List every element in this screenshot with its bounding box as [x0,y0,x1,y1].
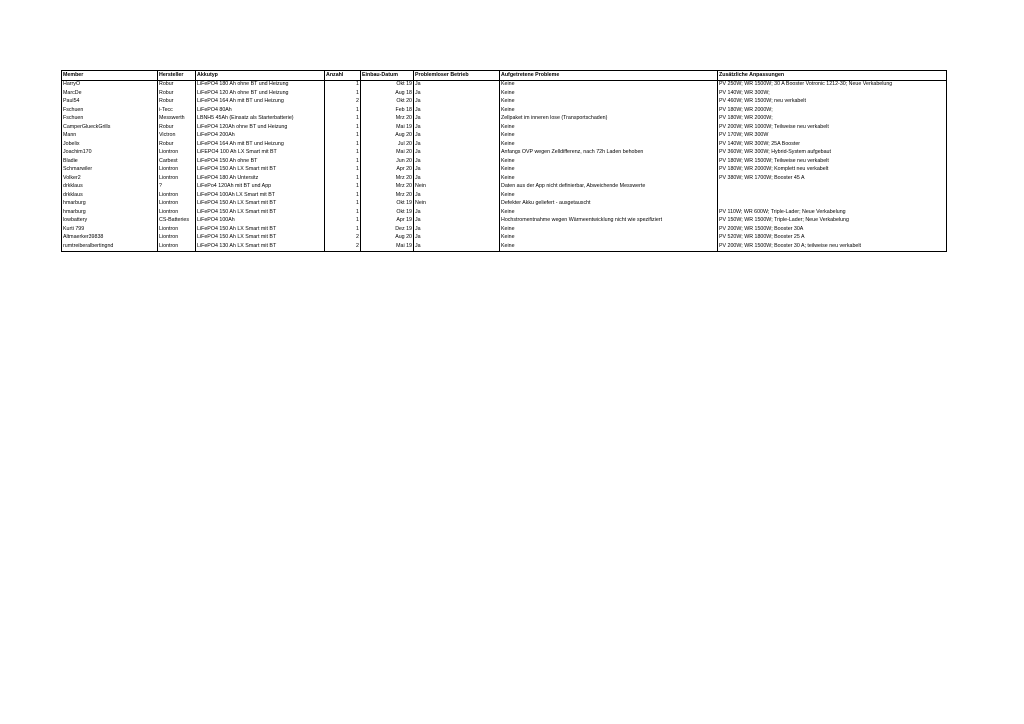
cell-akkutyp: LiFePO4 100Ah [196,217,325,226]
cell-aufgetretene-probleme: Defekter Akku geliefert - ausgetauscht [500,200,718,209]
cell-problemloser-betrieb: Ja [414,89,500,98]
cell-akkutyp: LiFePO4 100Ah LX Smart mit BT [196,191,325,200]
cell-hersteller: Victron [158,132,196,141]
cell-anpassungen [718,200,947,209]
cell-hersteller: Liontron [158,234,196,243]
cell-member: Jobelix [62,140,158,149]
cell-problemloser-betrieb: Ja [414,132,500,141]
cell-anzahl: 1 [325,157,361,166]
cell-anzahl: 1 [325,200,361,209]
cell-anpassungen: PV 360W; WR 300W; Hybrid-System aufgebaut [718,149,947,158]
cell-anpassungen: PV 520W; WR 1800W; Booster 25 A [718,234,947,243]
cell-member: Schmarwiler [62,166,158,175]
table-row [62,217,947,226]
cell-hersteller: Robur [158,89,196,98]
cell-aufgetretene-probleme: Keine [500,98,718,107]
cell-hersteller: Liontron [158,242,196,251]
cell-hersteller: Messwerth [158,115,196,124]
cell-anpassungen: PV 250W; WR 1500W; 30 A Booster Votronic 1212-30; Neue Verkabelung [718,80,947,89]
cell-member: hmarburg [62,208,158,217]
cell-problemloser-betrieb: Ja [414,234,500,243]
cell-member: hmarburg [62,200,158,209]
cell-einbau-datum: Aug 18 [361,89,414,98]
cell-anzahl: 2 [325,242,361,251]
cell-problemloser-betrieb: Nein [414,200,500,209]
cell-aufgetretene-probleme: Keine [500,166,718,175]
cell-anzahl: 1 [325,123,361,132]
cell-aufgetretene-probleme: Keine [500,80,718,89]
cell-member: Joachim170 [62,149,158,158]
cell-member: Bladie [62,157,158,166]
cell-anzahl: 1 [325,149,361,158]
cell-akkutyp: LiFePO4 200Ah [196,132,325,141]
cell-akkutyp: LiFePO4 80Ah [196,106,325,115]
cell-einbau-datum: Mrz 20 [361,115,414,124]
cell-anzahl: 1 [325,115,361,124]
table-row [62,106,947,115]
cell-problemloser-betrieb: Ja [414,106,500,115]
cell-anzahl: 1 [325,191,361,200]
cell-einbau-datum: Okt 20 [361,98,414,107]
cell-problemloser-betrieb: Ja [414,166,500,175]
cell-akkutyp: LiFePO4 120Ah ohne BT und Heizung [196,123,325,132]
cell-akkutyp: LiFePO4 150 Ah LX Smart mit BT [196,234,325,243]
cell-anpassungen [718,191,947,200]
cell-anpassungen: PV 170W; WR 300W [718,132,947,141]
cell-akkutyp: LiFePO4 150 Ah LX Smart mit BT [196,200,325,209]
cell-anzahl: 1 [325,89,361,98]
cell-einbau-datum: Jul 20 [361,140,414,149]
cell-aufgetretene-probleme: Keine [500,123,718,132]
cell-aufgetretene-probleme: Daten aus der App nicht definierbar, Abweichende Messwerte [500,183,718,192]
table-row [62,149,947,158]
cell-problemloser-betrieb: Ja [414,242,500,251]
col-header-anzahl: Anzahl [325,71,361,81]
cell-member: Altmaerker39838 [62,234,158,243]
cell-member: MarcDe [62,89,158,98]
cell-hersteller: Robur [158,123,196,132]
data-table [61,70,947,252]
cell-aufgetretene-probleme: Keine [500,140,718,149]
cell-member: Volker2 [62,174,158,183]
table-row [62,208,947,217]
cell-problemloser-betrieb: Ja [414,98,500,107]
cell-problemloser-betrieb: Ja [414,123,500,132]
cell-einbau-datum: Jun 20 [361,157,414,166]
table-row [62,123,947,132]
cell-hersteller: Robur [158,80,196,89]
cell-einbau-datum: Mai 20 [361,149,414,158]
cell-akkutyp: LiFePo4 120Ah mit BT und App [196,183,325,192]
cell-anpassungen: PV 200W; WR 1500W; Booster 30 A; teilweise neu verkabelt [718,242,947,251]
cell-problemloser-betrieb: Ja [414,80,500,89]
cell-einbau-datum: Aug 20 [361,132,414,141]
cell-anzahl: 1 [325,208,361,217]
cell-aufgetretene-probleme: Anfangs OVP wegen Zelldifferenz, nach 72h Laden behoben [500,149,718,158]
cell-anzahl: 2 [325,234,361,243]
cell-problemloser-betrieb: Ja [414,115,500,124]
cell-anpassungen: PV 460W; WR 1500W; neu verkabelt [718,98,947,107]
col-header-einbau-datum: Einbau-Datum [361,71,414,81]
table-row [62,200,947,209]
cell-anpassungen: PV 150W; WR 1500W; Triple-Lader; Neue Verkabelung [718,217,947,226]
cell-anpassungen: PV 110W; WR 600W; Triple-Lader; Neue Verkabelung [718,208,947,217]
cell-anzahl: 1 [325,106,361,115]
cell-member: HarryO [62,80,158,89]
cell-hersteller: Liontron [158,166,196,175]
col-header-member: Member [62,71,158,81]
cell-aufgetretene-probleme: Keine [500,242,718,251]
col-header-problemloser-betrieb: Problemloser Betrieb [414,71,500,81]
cell-akkutyp: LiFePO4 164 Ah mit BT und Heizung [196,140,325,149]
cell-hersteller: i-Tecc [158,106,196,115]
cell-member: Fschuen [62,115,158,124]
col-header-anpassungen: Zusätzliche Anpassungen [718,71,947,81]
cell-member: Fschuen [62,106,158,115]
cell-hersteller: Liontron [158,174,196,183]
cell-hersteller: Robur [158,98,196,107]
cell-member: lowbattery [62,217,158,226]
col-header-aufgetretene-probleme: Aufgetretene Probleme [500,71,718,81]
cell-aufgetretene-probleme: Keine [500,157,718,166]
cell-anzahl: 1 [325,217,361,226]
cell-einbau-datum: Okt 19 [361,80,414,89]
table-row [62,225,947,234]
cell-anpassungen: PV 140W; WR 300W; 25A Booster [718,140,947,149]
cell-problemloser-betrieb: Ja [414,208,500,217]
table-row [62,132,947,141]
cell-anpassungen [718,183,947,192]
cell-einbau-datum: Dez 19 [361,225,414,234]
cell-hersteller: Carbest [158,157,196,166]
table-row [62,140,947,149]
table-row [62,157,947,166]
table-row [62,98,947,107]
table-row [62,89,947,98]
cell-member: drkklaus [62,183,158,192]
cell-hersteller: CS-Batteries [158,217,196,226]
cell-member: CamperGlueckGrills [62,123,158,132]
table-row [62,242,947,251]
cell-aufgetretene-probleme: Keine [500,89,718,98]
cell-member: Paul54 [62,98,158,107]
cell-anpassungen: PV 140W; WR 300W; [718,89,947,98]
cell-problemloser-betrieb: Ja [414,217,500,226]
cell-einbau-datum: Okt 19 [361,208,414,217]
cell-anzahl: 2 [325,98,361,107]
cell-problemloser-betrieb: Ja [414,174,500,183]
cell-anzahl: 1 [325,132,361,141]
col-header-hersteller: Hersteller [158,71,196,81]
cell-akkutyp: LiFePO4 150 Ah LX Smart mit BT [196,225,325,234]
cell-hersteller: Liontron [158,149,196,158]
cell-anzahl: 1 [325,174,361,183]
cell-problemloser-betrieb: Nein [414,183,500,192]
cell-akkutyp: LiFePO4 150 Ah LX Smart mit BT [196,208,325,217]
cell-hersteller: Liontron [158,208,196,217]
col-header-akkutyp: Akkutyp [196,71,325,81]
header-row [62,71,947,81]
cell-member: Kurti 799 [62,225,158,234]
cell-akkutyp: LiFePO4 150 Ah ohne BT [196,157,325,166]
table-row [62,166,947,175]
cell-anpassungen: PV 200W; WR 1500W; Booster 30A [718,225,947,234]
table-row [62,191,947,200]
table-row [62,80,947,89]
cell-aufgetretene-probleme: Keine [500,132,718,141]
cell-einbau-datum: Feb 18 [361,106,414,115]
cell-einbau-datum: Mai 19 [361,123,414,132]
table-row [62,174,947,183]
cell-akkutyp: LBNH5 45Ah (Einsatz als Starterbatterie) [196,115,325,124]
cell-akkutyp: LiFePO4 164 Ah mit BT und Heizung [196,98,325,107]
cell-anpassungen: PV 180W; WR 2000W; Komplett neu verkabelt [718,166,947,175]
cell-einbau-datum: Mrz 20 [361,183,414,192]
cell-problemloser-betrieb: Ja [414,225,500,234]
cell-hersteller: Liontron [158,191,196,200]
cell-member: rumtreiberalbertingnd [62,242,158,251]
cell-anzahl: 1 [325,80,361,89]
cell-akkutyp: LiFePO4 150 Ah LX Smart mit BT [196,166,325,175]
cell-anpassungen: PV 200W; WR 1000W; Teilweise neu verkabelt [718,123,947,132]
cell-aufgetretene-probleme: Zellpaket im inneren lose (Transportschaden) [500,115,718,124]
cell-aufgetretene-probleme: Keine [500,191,718,200]
cell-hersteller: Robur [158,140,196,149]
table-row [62,115,947,124]
cell-einbau-datum: Apr 19 [361,217,414,226]
table-row [62,234,947,243]
cell-member: drkklaus [62,191,158,200]
cell-akkutyp: LiFePO4 180 Ah ohne BT und Heizung [196,80,325,89]
cell-anpassungen: PV 180W; WR 2000W; [718,106,947,115]
cell-einbau-datum: Okt 19 [361,200,414,209]
cell-akkutyp: LiFEPO4 100 Ah LX Smart mit BT [196,149,325,158]
cell-member: Mann [62,132,158,141]
cell-einbau-datum: Mai 19 [361,242,414,251]
cell-anzahl: 1 [325,140,361,149]
cell-hersteller: Liontron [158,225,196,234]
cell-akkutyp: LiFePO4 180 Ah Untersitz [196,174,325,183]
cell-hersteller: ? [158,183,196,192]
cell-anzahl: 1 [325,183,361,192]
cell-akkutyp: LiFePO4 120 Ah ohne BT und Heizung [196,89,325,98]
cell-anpassungen: PV 180W; WR 2000W; [718,115,947,124]
cell-hersteller: Liontron [158,200,196,209]
cell-anzahl: 1 [325,166,361,175]
cell-aufgetretene-probleme: Keine [500,234,718,243]
cell-einbau-datum: Mrz 20 [361,191,414,200]
cell-aufgetretene-probleme: Keine [500,225,718,234]
cell-einbau-datum: Mrz 20 [361,174,414,183]
cell-einbau-datum: Aug 20 [361,234,414,243]
cell-problemloser-betrieb: Ja [414,191,500,200]
cell-anpassungen: PV 180W; WR 1500W; Teilweise neu verkabelt [718,157,947,166]
cell-aufgetretene-probleme: Keine [500,208,718,217]
cell-aufgetretene-probleme: Keine [500,174,718,183]
cell-problemloser-betrieb: Ja [414,140,500,149]
cell-akkutyp: LiFePO4 130 Ah LX Smart mit BT [196,242,325,251]
cell-problemloser-betrieb: Ja [414,149,500,158]
cell-aufgetretene-probleme: Hochstromentnahme wegen Wärmeentwicklung nicht wie spezifiziert [500,217,718,226]
table-row [62,183,947,192]
cell-einbau-datum: Apr 20 [361,166,414,175]
cell-problemloser-betrieb: Ja [414,157,500,166]
cell-anzahl: 1 [325,225,361,234]
cell-anpassungen: PV 380W; WR 1700W; Booster 45 A [718,174,947,183]
cell-aufgetretene-probleme: Keine [500,106,718,115]
